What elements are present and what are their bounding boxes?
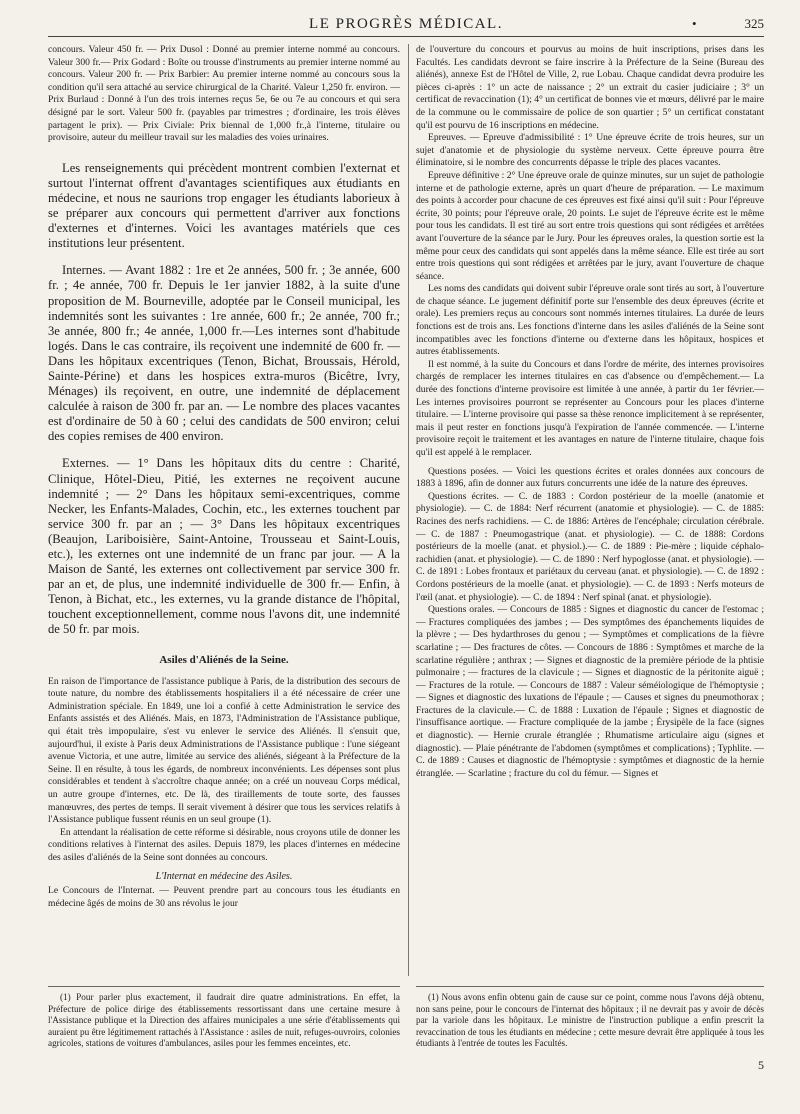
paragraph-questions-orales: Questions orales. — Concours de 1885 : Signes et diagnostic du cancer de l'estomac ; — Fractures compliquées des jambes ; — Des symptômes des épanchements liquides de la plèvre ; — Des hydarthroses du genou ; — Symptômes et complications de la fièvre scarlatine ; — Des fractures de côtes. — Concours de 1886 : Symptômes et marche de la scarlatine régulière ; anthrax ; — Signes et diagnostic de la première période de la phtisie pulmonaire ; — fractures de la clavicule ; — Signes et diagnostic de la péritonite aiguë ; — Fractures de la rotule. — Concours de 1887 : Valeur séméiologique de l'hémoptysie ; — Signes et diagnostic des luxations de l'épaule ; — Causes et signes du pneumothorax ; Fractures de la clavicule.— C. de 1888 : Luxation de l'épaule ; Signes et diagnostic de l'insuffisance aortique. — Fracture compliquée de la jambe ; Érysipèle de la face (signes et diagnostic). — Hernie crurale étranglée ; Rhumatisme articulaire aigu (signes et diagnostic). — Plaie pénétrante de l'abdomen (symptômes et complications) ; Typhlite. — C. de 1889 : Causes et diagnostic de l'hémoptysie : symptômes et diagnostic de la hernie étranglée. — Scarlatine ; fracture du col du fémur. — Signes et — [416, 604, 764, 779]
footnote-left-text: (1) Pour parler plus exactement, il faudrait dire quatre administrations. En effet, la Préfecture de police dirige des établissements ressortissant dans une certaine mesure à l'Assistance publique et la Direction des affaires municipales a une série d'établissements qui auraient pu être légitimement rattachés à l'Assistance : asiles de nuit, refuges-ouvroirs, colonies agricoles, stations de voitures d'ambulances, asiles pour les femmes enceintes, etc. — [48, 992, 400, 1048]
paragraph-internes: Internes. — Avant 1882 : 1re et 2e années, 500 fr. ; 3e année, 600 fr. ; 4e année, 700 fr. Depuis le 1er janvier 1882, à la suite d'une proposition de M. Bourneville, adoptée par le Conseil municipal, les indemnités sont les suivantes : 1re année, 600 fr.; 2e année, 700 fr.; 3e année, 800 fr.; 4e année, 1,000 fr.—Les internes sont d'habitude logés. Dans le cas contraire, ils reçoivent une indemnité de 600 fr. — Dans les hôpitaux excentriques (Tenon, Bichat, Broussais, Hérold, Sainte-Périne) et dans les hospices extra-muros (Bicêtre, Ivry, Ménages) ils reçoivent, en outre, une indemnité de déplacement calculée à raison de 300 fr. par an. — Le nombre des places vacantes est d'ordinaire de 50 à 60 ; celui des candidats de 500 environ; celui des copies remises de 400 environ. — [48, 263, 400, 444]
footnote-left — [48, 992, 400, 1050]
right-column — [416, 44, 764, 780]
paragraph-questions-posees: Questions posées. — Voici les questions écrites et orales données aux concours de 1883 à 1896, afin de donner aux futurs concurrents une idée de la nature des épreuves. — [416, 465, 764, 490]
signature-mark: 5 — [758, 1058, 764, 1072]
paragraph-internes-provisoires: Il est nommé, à la suite du Concours et dans l'ordre de mérite, des internes provisoires chargés de remplacer les internes titulaires en cas d'absence ou d'empêchement.— La durée des fonctions d'interne provisoire est limitée à une année, à partir du 1er février.— Les internes provisoires pourront se représenter au Concours pour les places d'interne titulaire. — L'interne provisoire qui passe sa thèse renonce implicitement à se représenter, mais il peut rester en fonctions jusqu'à l'expiration de l'année commencée. — L'interne provisoire reçoit le traitement et les avantages en nature de l'interne titulaire, chaque fois qu'il est appelé à le remplacer. — [416, 358, 764, 458]
footnote-right — [416, 992, 764, 1050]
section-heading: Asiles d'Aliénés de la Seine. — [159, 653, 289, 666]
page-number: 325 — [744, 16, 764, 31]
paragraph-questions-ecrites: Questions écrites. — C. de 1883 : Cordon postérieur de la moelle (anatomie et physiologie). — C. de 1884: Nerf récurrent (anatomie et physiologie). — C. de 1885: Racines des nerfs rachidiens. — C. de 1886: Artères de l'encéphale; circulation cérébrale. — C. de 1887 : Pneumogastrique (anat. et physiologie). — C. de 1888: Cordons postérieurs de la moelle (anat. et physiol.).— C. de 1889 : Pie-mère ; liquide céphalo-rachidien (anat. et physiologie). — C. de 1890 : Nerf hypoglosse (anat. et physiologie). — C. de 1891 : Lobes frontaux et pariétaux du cerveau (anat. et physiologie). — C. de 1892 : Cordons postérieurs de la moelle (anat. et physiologie). — C. de 1893 : Nerfs moteurs de l'œil (anat. et physiologie). — C. de 1894 : Nerf spinal (anat. et physiologie). — [416, 490, 764, 603]
footnote-rule-left — [48, 986, 400, 987]
paragraph-advantages: Les renseignements qui précèdent montrent combien l'externat et surtout l'internat offrent d'avantages scientifiques aux étudiants en médecine, et nous ne saurions trop engager les étudiants laborieux à se préparer aux concours qui permettent d'arriver aux fonctions d'externes et d'internes. Voici les avantages matériels que ces institutions leur présentent. — [48, 160, 400, 251]
paragraph-externes: Externes. — 1° Dans les hôpitaux dits du centre : Charité, Clinique, Hôtel-Dieu, Pitié, les externes ne reçoivent aucune indemnité ; — 2° Dans les hôpitaux semi-excentriques, comme Necker, les Enfants-Malades, Cochin, etc., les externes touchent par service 300 fr. par an ; — 3° Dans les hôpitaux excentriques (Beaujon, Lariboisière, Saint-Antoine, Trousseau et Saint-Louis, etc.), les externes ont une indemnité de un franc par jour. — A la Maison de Santé, les externes ont collectivement par service 300 fr. par an et, de plus, une indemnité individuelle de 300 fr.— Enfin, à Tenon, à Bichat, etc., les externes, vu la grande distance de l'hôpital, touchent exceptionnellement, comme nous l'avons dit, une indemnité de 50 fr. par mois. — [48, 456, 400, 637]
paragraph-candidats: Les noms des candidats qui doivent subir l'épreuve orale sont tirés au sort, à l'ouverture de chaque séance. Le jugement définitif porte sur l'ensemble des deux épreuves (écrite et orale). Les premiers reçus au concours sont nommés internes titulaires. La durée de leurs fonctions est de trois ans. Les fonctions d'interne dans les asiles d'aliénés de la Seine sont incompatibles avec les fonctions d'interne ou d'externe dans les hôpitaux, hospices et autres établissements. — [416, 283, 764, 358]
page-header — [48, 14, 764, 37]
paragraph-prizes: concours. Valeur 450 fr. — Prix Dusol : Donné au premier interne nommé au concours. Valeur 300 fr.— Prix Godard : Boîte ou trousse d'instruments au premier interne nommé au concours. Valeur 200 fr. — Prix Barbier: Au premier interne nommé au concours sous la condition qu'il sera attaché au service chirurgical de la Charité. Valeur 1,250 fr. environ. — Prix Burlaud : Donné à l'un des trois internes reçus 5e, 6e ou 7e au concours et qui sera désigné par le sort. Valeur 500 fr. (payables par trimestres ; d'ordinaire, les trois élèves partagent le prix). — Prix Civiale: Prix biennal de 1,000 fr.,à l'interne, titulaire ou provisoire, auteur du meilleur travail sur les maladies des voies urinaires. — [48, 44, 400, 144]
header-bullet: • — [692, 16, 697, 31]
paragraph-reforme: En attendant la réalisation de cette réforme si désirable, nous croyons utile de donner les conditions relatives à l'internat des asiles. Depuis 1879, les places d'internes en médecine des asiles d'aliénés de la Seine sont données au concours. — [48, 826, 400, 863]
running-title: LE PROGRÈS MÉDICAL. — [309, 16, 503, 32]
paragraph-epreuves: Epreuves. — Epreuve d'admissibilité : 1° Une épreuve écrite de trois heures, sur un sujet d'anatomie et de physiologie du système nerveux. Cette épreuve pourra être éliminatoire, si le nombre des concurrents dépasse le triple des places vacantes. — [416, 132, 764, 169]
footnote-rule-right — [416, 986, 764, 987]
column-divider — [408, 44, 409, 976]
paragraph-inscription: de l'ouverture du concours et pourvus au moins de huit inscriptions, prises dans les Facultés. Les candidats devront se faire inscrire à la Préfecture de la Seine (Bureau des aliénés), annexe Est de l'Hôtel de Ville, 2, rue Lobau. Chaque candidat devra produire les pièces ci-après : 1° un acte de naissance ; 2° un extrait du casier judiciaire ; 3° un certificat de revaccination (1); 4° un certificat de bonnes vie et mœurs, délivré par le maire de la commune ou le commissaire de police de son quartier ; 5° un certificat constatant qu'il est pourvu de 16 inscriptions en médecine. — [416, 44, 764, 131]
paragraph-assistance: En raison de l'importance de l'assistance publique à Paris, de la distribution des secours de toute nature, du nombre des établissements hospitaliers il a été nécessaire de créer une Administration spéciale. En 1849, une loi a confié à cette Administration le service des Enfants assistés et des Aliénés. Mais, en 1873, l'Administration de l'Assistance publique, qui était très impopulaire, s'est vu enlever le service des Aliénés. Il s'ensuit que, aujourd'hui, il existe à Paris deux Administrations de l'Assistance publique : l'une siégeant avenue Victoria, et une autre, limitée au service des aliénés, siégeant à la Préfecture de la Seine. Il en résulte, à tous les égards, de nombreux inconvénients. Les dépenses sont plus considérables et tendent à s'accroître chaque année; on a créé un nouveau Corps médical, un autre groupe d'internes, etc. De là, des tiraillements de toute sorte, des fausses manœuvres, des pertes de temps. Il serait vivement à désirer que tous les services relatifs à l'Assistance publique fussent réunis en un seul groupe (1). — [48, 675, 400, 826]
footnote-right-text: (1) Nous avons enfin obtenu gain de cause sur ce point, comme nous l'avons déjà obtenu, non sans peine, pour le concours de l'internat des hôpitaux ; il ne devrait pas y avoir de décès par la variole dans les hôpitaux. Le ministre de l'instruction publique a enfin prescrit la revaccination de tous les étudiants en médecine ; cette mesure devrait être appliquée à tous les étudiants à l'entrée de toutes les Facultés. — [416, 992, 764, 1048]
left-column — [48, 44, 400, 911]
subsection-heading: L'Internat en médecine des Asiles. — [155, 871, 293, 883]
paragraph-concours: Le Concours de l'Internat. — Peuvent prendre part au concours tous les étudiants en médecine âgés de moins de 30 ans révolus le jour — [48, 885, 400, 910]
paragraph-epreuve-definitive: Epreuve définitive : 2° Une épreuve orale de quinze minutes, sur un sujet de pathologie interne et de pathologie externe, après un quart d'heure de préparation. — Le maximum des points à accorder pour chacune de ces épreuves est fixé ainsi qu'il suit : Pour l'épreuve écrite, 30 points; pour l'épreuve orale, 20 points. Le sujet de l'épreuve écrite est le même pour tous les candidats. Il est tiré au sort entre trois questions qui sont rédigées et arrêtées avant l'ouverture de la séance par le Jury. Pour les épreuves orales, la question sortie est la même pour ceux des candidats qui sont appelés dans la même séance. Elle est tirée au sort entre trois questions qui sont rédigées et arrêtées par le jury, avant l'ouverture de chaque séance. — [416, 169, 764, 282]
